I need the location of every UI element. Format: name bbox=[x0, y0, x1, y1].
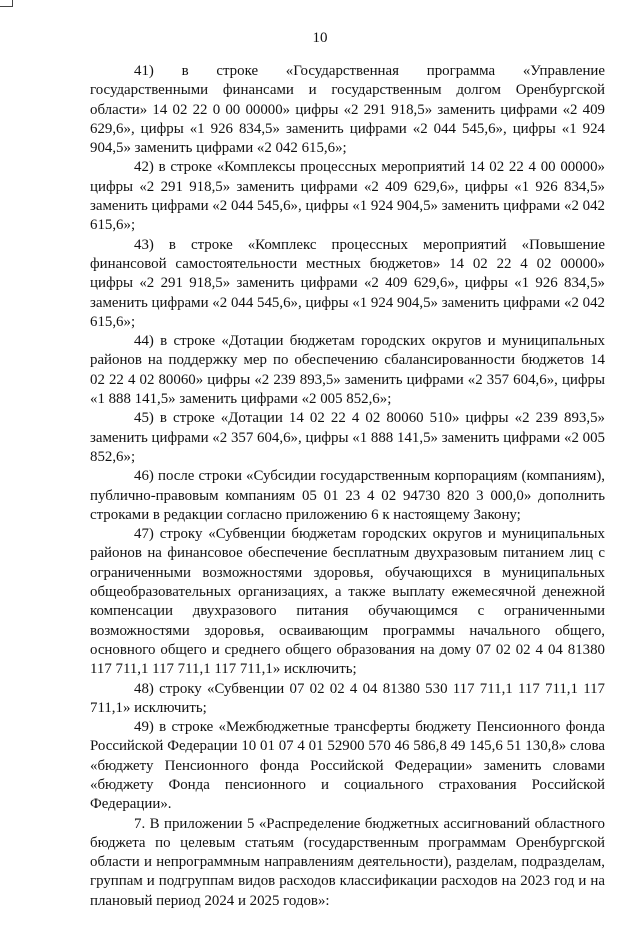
paragraph-42: 42) в строке «Комплексы процессных мероприятий 14 02 22 4 00 00000» цифры «2 291 918,5» заменить цифрами «2 409 629,6», цифры «1 926 834,5» заменить цифрами «2 044 545,6», цифры «1 924 904,5» заменить цифрами «2 042 615,6»; bbox=[90, 159, 605, 234]
page-number: 10 bbox=[312, 30, 328, 46]
paragraph-41: 41) в строке «Государственная программа «Управление государственными финансами и государственным долгом Оренбургской области» 14 02 22 0 00 00000» цифры «2 291 918,5» заменить цифрами «2 409 629,6», цифры «1 926 834,5» заменить цифрами «2 044 545,6», цифры «1 924 904,5» заменить цифрами «2 042 615,6»; bbox=[90, 63, 605, 157]
document-body bbox=[90, 62, 605, 911]
paragraph-44: 44) в строке «Дотации бюджетам городских округов и муниципальных районов на поддержку мер по обеспечению сбалансированности бюджетов 14 02 22 4 02 80060» цифры «2 239 893,5» заменить цифрами «2 357 604,6», цифры «1 888 141,5» заменить цифрами «2 005 852,6»; bbox=[90, 333, 605, 408]
paragraph-45: 45) в строке «Дотации 14 02 22 4 02 80060 510» цифры «2 239 893,5» заменить цифрами «2 357 604,6», цифры «1 888 141,5» заменить цифрами «2 005 852,6»; bbox=[90, 410, 605, 465]
scan-corner-mark bbox=[0, 0, 13, 7]
paragraph-49: 49) в строке «Межбюджетные трансферты бюджету Пенсионного фонда Российской Федерации 10 01 07 4 01 52900 570 46 586,8 49 145,6 51 130,8» слова «бюджету Пенсионного фонда Российской Федерации» заменить словами «бюджету Фонда пенсионного и социального страхования Российской Федерации». bbox=[90, 719, 605, 813]
paragraph-47: 47) строку «Субвенции бюджетам городских округов и муниципальных районов на финансовое обеспечение бесплатным двухразовым питанием лиц с ограниченными возможностями здоровья, обучающихся в муниципальных общеобразовательных организациях, а также выплату ежемесячной денежной компенсации двухразового питания обучающимся с ограниченными возможностями здоровья, осваивающим программы начального общего, основного общего и среднего общего образования на дому 07 02 02 4 04 81380 117 711,1 117 711,1 117 711,1» исключить; bbox=[90, 526, 605, 678]
section-7-paragraph: 7. В приложении 5 «Распределение бюджетных ассигнований областного бюджета по целевым статьям (государственным программам Оренбургской области и непрограммным направлениям деятельности), разделам, подразделам, группам и подгруппам видов расходов классификации расходов на 2023 год и на плановый период 2024 и 2025 годов»: bbox=[90, 815, 605, 909]
paragraph-43: 43) в строке «Комплекс процессных мероприятий «Повышение финансовой самостоятельности местных бюджетов» 14 02 22 4 02 00000» цифры «2 291 918,5» заменить цифрами «2 409 629,6», цифры «1 926 834,5» заменить цифрами «2 044 545,6», цифры «1 924 904,5» заменить цифрами «2 042 615,6»; bbox=[90, 236, 605, 330]
paragraph-48: 48) строку «Субвенции 07 02 02 4 04 81380 530 117 711,1 117 711,1 117 711,1» исключить; bbox=[90, 680, 605, 716]
paragraph-46: 46) после строки «Субсидии государственным корпорациям (компаниям), публично-правовым компаниям 05 01 23 4 02 94730 820 3 000,0» дополнить строками в редакции согласно приложению 6 к настоящему Закону; bbox=[90, 468, 605, 523]
